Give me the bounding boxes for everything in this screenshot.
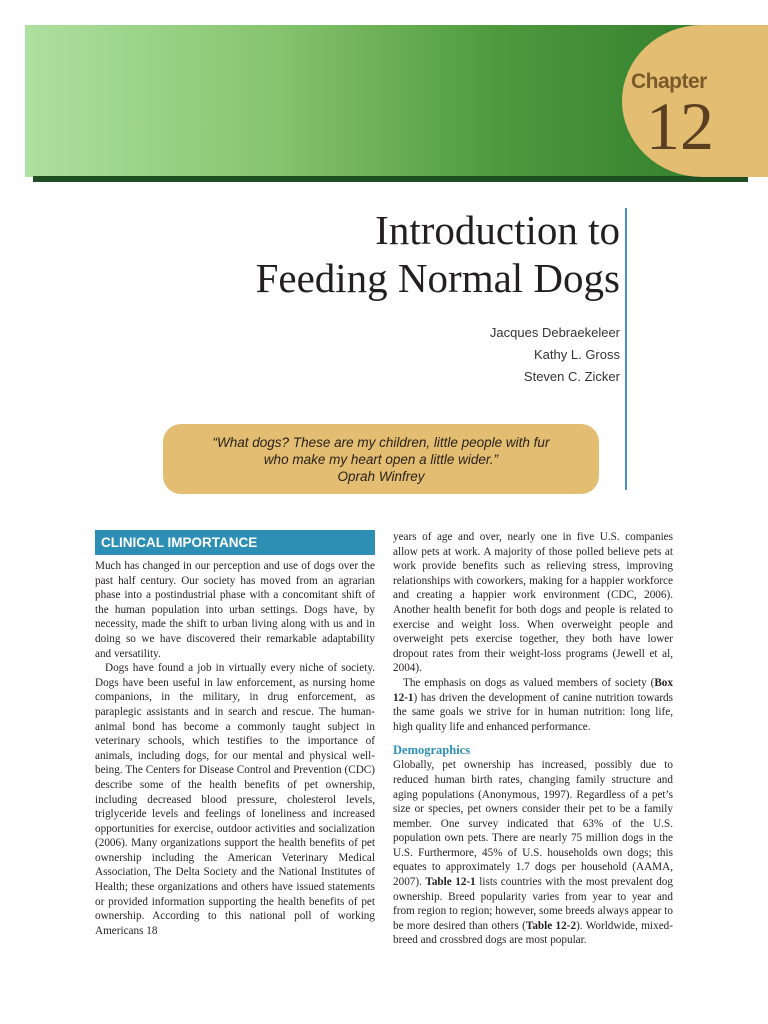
quote-attribution: Oprah Winfrey <box>337 468 425 484</box>
title-rule <box>625 208 627 490</box>
text-run: ). Worldwide, mixed-breed and crossbred dogs are most popular. <box>393 919 673 947</box>
title-line-1: Introduction to <box>375 207 620 253</box>
box-reference[interactable]: Box 12-1 <box>393 676 673 704</box>
text-run: Globally, pet ownership has increased, possibly due to reduced human birth rates, changing family structure and aging populations (Anonymous, 1997). Regardless of a pet’s size or species, pet owners consider their pet to be a family member. One survey indicated that 63% of the U.S. population own pets. There are nearly 75 million dogs in the U.S. Furthermore, 45% of U.S. households own dogs; this equates to approximately 1.7 dogs per household (AAMA, 2007). <box>393 759 673 889</box>
left-column <box>95 530 375 938</box>
author-name: Steven C. Zicker <box>523 369 620 384</box>
banner-shadow <box>33 176 748 182</box>
quote-line-1: “What dogs? These are my children, little people with fur <box>212 434 550 450</box>
paragraph <box>393 758 673 948</box>
title-line-2: Feeding Normal Dogs <box>255 255 620 301</box>
text-run: lists countries with the most prevalent dog ownership. Breed popularity varies from year to year and from region to region; however, some breeds always appear to be more desired than others ( <box>393 876 673 932</box>
paragraph: years of age and over, nearly one in five U.S. companies allow pets at work. A majority of those polled believe pets at work provide benefits such as relieving stress, improving relationships with coworkers, making for a happier workforce and creating a happier work environment (CDC, 2006). Another health benefit for both dogs and people is related to exercise and weight loss. When overweight people and overweight pets exercise together, they both have lower dropout rates from their weight-loss programs (Jewell et al, 2004). <box>393 531 673 675</box>
author-name: Jacques Debraekeleer <box>489 325 620 340</box>
paragraph: Dogs have found a job in virtually every niche of society. Dogs have been useful in law enforcement, as nursing home companions, in the military, in drug enforcement, as paraplegic assistants and in search and rescue. The human-animal bond has become a commonly taught subject in veterinary schools, which testifies to the importance of animals, including dogs, for our mental and physical well-being. The Centers for Disease Control and Prevention (CDC) describe some of the health benefits of pet ownership, including decreased blood pressure, cholesterol levels, triglyceride levels and feelings of loneliness and increased opportunities for exercise, outdoor activities and socialization (2006). Many organizations support the health benefits of pet ownership including the American Veterinary Medical Association, The Delta Society and the National Institutes of Health; these organizations and others have issued statements or provided information supporting the health benefits of pet ownership. According to this national poll of working Americans 18 <box>95 662 375 937</box>
right-column <box>393 530 673 948</box>
paragraph <box>393 676 673 734</box>
paragraph: Much has changed in our perception and use of dogs over the past half century. Our society has moved from an agrarian phase into a postindustrial phase with a concomitant shift of the human population into urban settings. Dogs have, by necessity, made the shift to urban living along with us and in doing so we have discovered their remarkable adaptability and versatility. <box>95 560 375 660</box>
text-run: The emphasis on dogs as valued members of society ( <box>403 676 655 689</box>
quote-line-2: who make my heart open a little wider.” <box>263 451 499 467</box>
table-reference[interactable]: Table 12-1 <box>425 876 476 889</box>
epigraph-quote <box>163 424 599 494</box>
section-heading: CLINICAL IMPORTANCE <box>95 530 375 555</box>
author-list <box>490 322 620 388</box>
page-title <box>256 206 620 302</box>
text-run: ) has driven the development of canine nutrition towards the same goals we strive for in human nutrition: long life, high quality life and enhanced performance. <box>393 691 673 733</box>
chapter-label: Chapter <box>631 70 707 93</box>
chapter-number: 12 <box>646 88 714 164</box>
author-name: Kathy L. Gross <box>534 347 620 362</box>
subheading: Demographics <box>393 743 471 758</box>
table-reference[interactable]: Table 12-2 <box>525 919 577 932</box>
